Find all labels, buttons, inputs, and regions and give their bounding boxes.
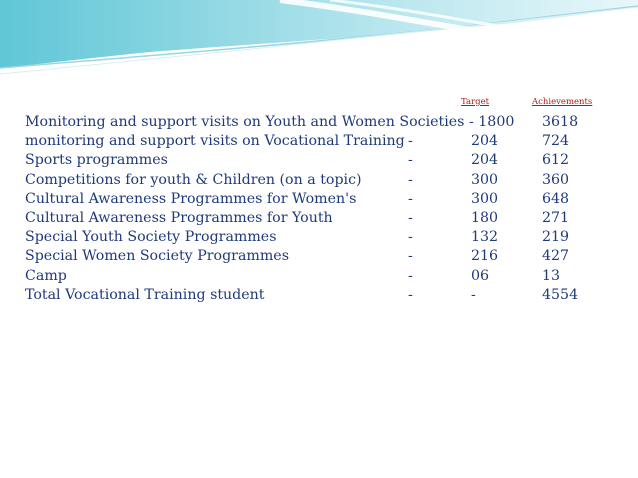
row-achievement: 427 — [542, 248, 570, 265]
list-item — [25, 171, 625, 190]
row-target: 300 — [471, 171, 499, 188]
row-achievement: 724 — [542, 133, 570, 150]
row-achievement: 4554 — [542, 286, 579, 303]
row-dash: - — [408, 133, 413, 150]
row-target: 204 — [471, 133, 499, 150]
row-label: Sports programmes — [25, 152, 168, 169]
row-dash: - — [408, 152, 413, 169]
row-dash: - — [408, 267, 413, 284]
row-label: Special Youth Society Programmes — [25, 229, 277, 246]
row-achievement: 648 — [542, 190, 570, 207]
list-item — [25, 228, 625, 247]
achievements-column-header: Achievements — [532, 97, 593, 107]
row-label: Competitions for youth & Children (on a topic) — [25, 171, 362, 188]
row-achievement: 360 — [542, 171, 570, 188]
row-label: Camp — [25, 267, 67, 284]
row-target: 216 — [471, 248, 499, 265]
header-swoosh-decoration — [0, 0, 638, 110]
list-item — [25, 151, 625, 170]
row-dash: - — [408, 209, 413, 226]
list-item — [25, 267, 625, 286]
row-dash: - — [408, 286, 413, 303]
row-target: 06 — [471, 267, 490, 284]
row-achievement: 219 — [542, 229, 570, 246]
row-label: Monitoring and support visits on Youth and Women Societies - 1800 — [25, 114, 515, 130]
row-achievement: 612 — [542, 152, 570, 169]
row-label: monitoring and support visits on Vocational Training — [25, 133, 405, 150]
list-item — [25, 247, 625, 266]
row-dash: - — [408, 171, 413, 188]
row-achievement: 13 — [542, 267, 561, 284]
row-target: 180 — [471, 209, 499, 226]
list-item — [25, 209, 625, 228]
row-label: Total Vocational Training student — [25, 286, 265, 303]
row-label: Cultural Awareness Programmes for Youth — [25, 209, 333, 226]
list-item — [25, 190, 625, 209]
row-target: 204 — [471, 152, 499, 169]
row-target: - — [471, 286, 476, 303]
row-label: Cultural Awareness Programmes for Women's — [25, 190, 357, 207]
row-target: 300 — [471, 190, 499, 207]
programme-list — [25, 113, 625, 305]
list-item — [25, 286, 625, 305]
list-item — [25, 132, 625, 151]
row-achievement: 271 — [542, 209, 570, 226]
target-column-header: Target — [461, 97, 490, 107]
row-dash: - — [408, 229, 413, 246]
row-achievement: 3618 — [542, 114, 579, 130]
row-dash: - — [408, 190, 413, 207]
row-target: 132 — [471, 229, 499, 246]
row-label: Special Women Society Programmes — [25, 248, 289, 265]
list-item — [25, 113, 625, 132]
row-dash: - — [408, 248, 413, 265]
